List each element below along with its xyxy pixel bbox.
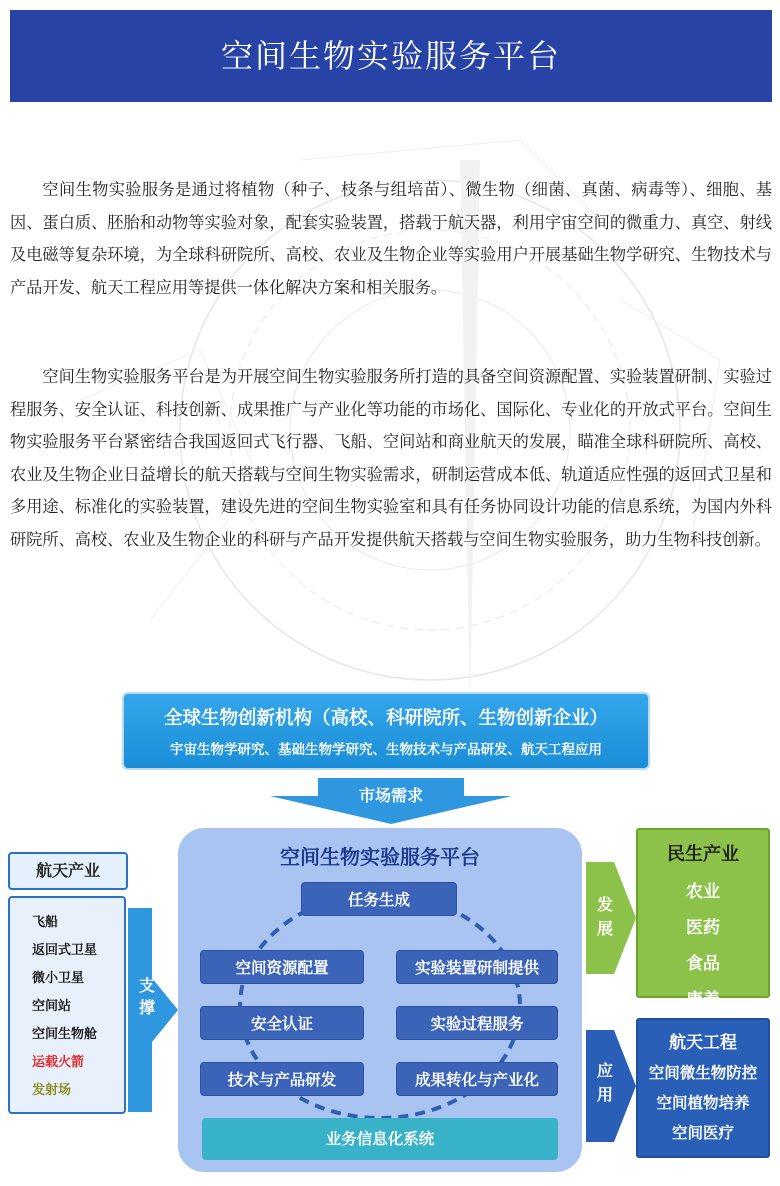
support-label: 支撑 xyxy=(138,976,155,1017)
space-resource-node: 空间资源配置 xyxy=(200,950,364,984)
intro-paragraph-1: 空间生物实验服务是通过将植物（种子、枝条与组培苗）、微生物（细菌、真菌、病毒等）、细胞、基因、蛋白质、胚胎和动物等实验对象，配套实验装置，搭载于航天器，利用宇宙空间的微重力、真空、射线及电磁等复杂环境，为全球科研院所、高校、农业及生物企业等实验用户开展基础生物学研究、生物技术与产品开发、航天工程应用等提供一体化解决方案和相关服务。 xyxy=(10,180,772,297)
aero-engineering-title: 航天工程 xyxy=(669,1033,737,1053)
aerospace-industry-title: 航天产业 xyxy=(8,852,128,890)
page-title: 空间生物实验服务平台 xyxy=(10,10,772,102)
task-generation-node: 任务生成 xyxy=(301,882,457,916)
develop-label: 发展 xyxy=(596,895,613,938)
list-item: 空间站 xyxy=(32,999,72,1014)
apply-label: 应用 xyxy=(596,1061,613,1104)
tech-product-node: 技术与产品研发 xyxy=(200,1062,364,1096)
platform-title: 空间生物实验服务平台 xyxy=(280,845,480,869)
livelihood-item: 医药 xyxy=(686,918,720,938)
info-system-bar: 业务信息化系统 xyxy=(202,1118,558,1160)
market-demand-label: 市场需求 xyxy=(358,786,423,805)
intro-paragraph-2: 空间生物实验服务平台是为开展空间生物实验服务所打造的具备空间资源配置、实验装置研制、实验过程服务、安全认证、科技创新、成果推广与产业化等功能的市场化、国际化、专业化的开放式平台。空间生物实验服务平台紧密结合我国返回式飞行器、飞船、空间站和商业航天的发展，瞄准全球科研院所、高校、农业及生物企业日益增长的航天搭载与空间生物实验需求，研制运营成本低、轨道适应性强的返回式卫星和多用途、标准化的实验装置，建设先进的空间生物实验室和具有任务协同设计功能的信息系统，为国内外科研院所、高校、农业及生物企业的科研与产品开发提供航天搭载与空间生物实验服务，助力生物科技创新。 xyxy=(10,367,772,549)
list-item: 微小卫星 xyxy=(32,971,85,986)
aero-engineering-item: 空间植物培养 xyxy=(656,1094,750,1112)
livelihood-item: 康养 xyxy=(686,990,720,1010)
livelihood-industry-box xyxy=(636,828,770,1010)
list-item-red: 运载火箭 xyxy=(32,1055,85,1070)
aerospace-industry-list xyxy=(8,896,126,1114)
safety-certification-node: 安全认证 xyxy=(200,1006,364,1040)
global-institutions-title: 全球生物创新机构（高校、科研院所、生物创新企业） xyxy=(163,708,608,729)
livelihood-title: 民生产业 xyxy=(667,844,739,865)
aero-engineering-item: 空间微生物防控 xyxy=(648,1064,758,1082)
list-item: 返回式卫星 xyxy=(32,943,98,958)
livelihood-item: 食品 xyxy=(686,954,720,974)
global-institutions-subtitle: 宇宙生物学研究、基础生物学研究、生物技术与产品研发、航天工程应用 xyxy=(170,742,602,758)
livelihood-item: 农业 xyxy=(686,882,720,902)
list-item-olive: 发射场 xyxy=(32,1083,72,1098)
experiment-process-node: 实验过程服务 xyxy=(396,1006,558,1040)
device-development-node: 实验装置研制提供 xyxy=(396,950,558,984)
global-institutions-box xyxy=(122,692,650,770)
achievement-industrialization-node: 成果转化与产业化 xyxy=(396,1062,558,1096)
aero-engineering-box xyxy=(636,1018,770,1158)
aero-engineering-item: 空间医疗 xyxy=(671,1124,734,1142)
list-item: 空间生物舱 xyxy=(32,1027,98,1042)
list-item: 飞船 xyxy=(32,915,59,930)
